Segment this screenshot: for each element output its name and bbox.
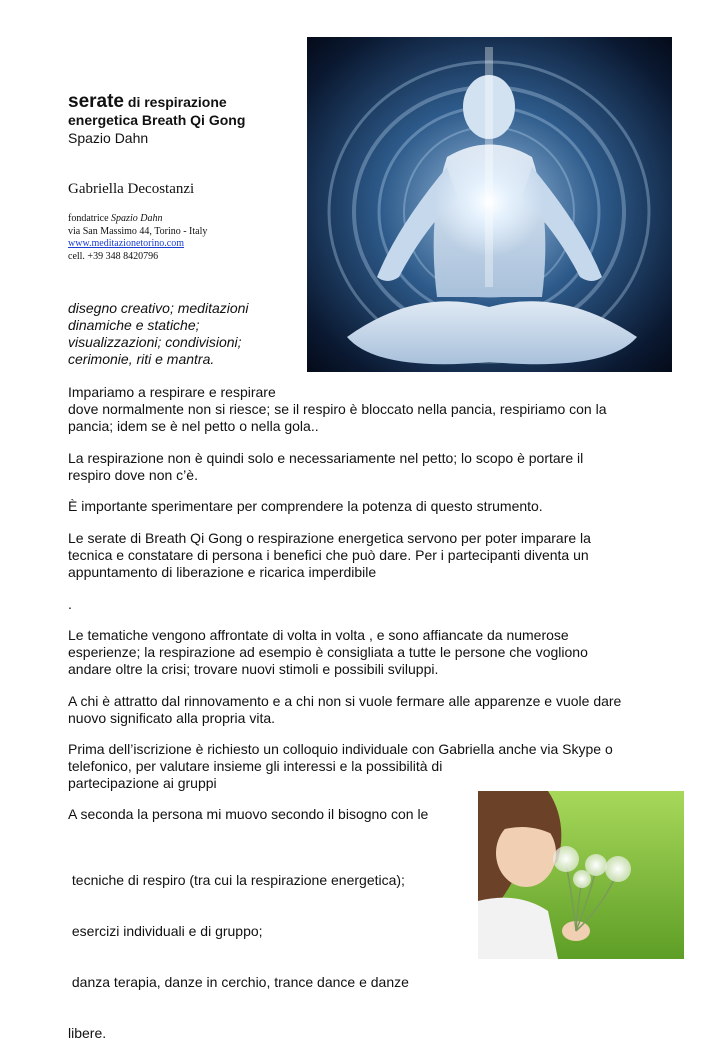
paragraph-line: dove normalmente non si riesce; se il respiro è bloccato nella pancia, respiriamo con la (68, 401, 607, 417)
paragraph-line: andare oltre la crisi; trovare nuovi stimoli e possibili sviluppi. (68, 661, 439, 677)
paragraph-line: A chi è attratto dal rinnovamento e a chi non si vuole fermare alle apparenze e vuole dare (68, 693, 622, 709)
paragraph-line: tecnica e constatare di persona i benefici che può dare. Per i partecipanti diventa un (68, 547, 589, 563)
paragraph-6 (68, 627, 668, 678)
contact-name: Gabriella Decostanzi (68, 181, 195, 197)
paragraph-line: Le tematiche vengono affrontate di volta in volta , e sono affiancate da numerose (68, 627, 569, 643)
paragraph-line: esercizi individuali e di gruppo; (68, 923, 263, 939)
child-dandelion-image (478, 791, 684, 959)
paragraph-9 (68, 806, 468, 823)
activities-list (68, 300, 298, 368)
title-rest: di respirazione (124, 94, 227, 110)
contact-phone: cell. +39 348 8420796 (68, 250, 159, 262)
paragraph-line: nuovo significato alla propria vita. (68, 710, 276, 726)
paragraph-line: danza terapia, danze in cerchio, trance dance e danze (68, 974, 409, 990)
activity-line: dinamiche e statiche; (68, 317, 200, 333)
meditation-image (307, 37, 672, 372)
paragraph-7 (68, 693, 668, 727)
paragraph-line: Prima dell’iscrizione è richiesto un colloquio individuale con Gabriella anche via Skype o (68, 741, 613, 757)
paragraph-line: libere. (68, 1025, 107, 1041)
paragraph-line: Le serate di Breath Qi Gong o respirazione energetica servono per poter imparare la (68, 530, 591, 546)
paragraph-line: tecniche di respiro (tra cui la respirazione energetica); (68, 872, 405, 888)
paragraph-2 (68, 450, 668, 484)
activity-line: disegno creativo; meditazioni (68, 300, 249, 316)
paragraph-4 (68, 530, 668, 581)
subtitle: Spazio Dahn (68, 130, 149, 146)
page-title (68, 93, 245, 129)
role-prefix: fondatrice (68, 213, 112, 224)
paragraph-line: partecipazione ai gruppi (68, 775, 217, 791)
paragraph-line: pancia; idem se è nel petto o nella gola.. (68, 418, 319, 434)
paragraph-5 (68, 596, 668, 613)
contact-role (68, 213, 207, 226)
website-link[interactable]: www.meditazionetorino.com (68, 238, 184, 249)
activity-line: visualizzazioni; condivisioni; (68, 334, 242, 350)
contact-address: via San Massimo 44, Torino - Italy (68, 225, 208, 237)
paragraph-line: È importante sperimentare per comprendere la potenza di questo strumento. (68, 498, 543, 514)
paragraph-8 (68, 741, 668, 792)
paragraph-1 (68, 384, 668, 435)
paragraph-10 (68, 838, 468, 1059)
paragraph-line: . (68, 596, 72, 612)
contact-block (68, 213, 207, 263)
paragraph-3 (68, 498, 668, 515)
paragraph-line: appuntamento di liberazione e ricarica imperdibile (68, 564, 377, 580)
paragraph-line: respiro dove non c’è. (68, 467, 198, 483)
paragraph-line: A seconda la persona mi muovo secondo il bisogno con le (68, 806, 429, 822)
paragraph-line: telefonico, per valutare insieme gli interessi e la possibilità di (68, 758, 443, 774)
paragraph-line: La respirazione non è quindi solo e necessariamente nel petto; lo scopo è portare il (68, 450, 584, 466)
title-big: serate (68, 91, 124, 112)
activity-line: cerimonie, riti e mantra. (68, 351, 215, 367)
title-line2: energetica Breath Qi Gong (68, 112, 246, 128)
paragraph-line: esperienze; la respirazione ad esempio è consigliata a tutte le persone che vogliono (68, 644, 588, 660)
role-org: Spazio Dahn (111, 213, 163, 224)
paragraph-line: Impariamo a respirare e respirare (68, 384, 276, 400)
